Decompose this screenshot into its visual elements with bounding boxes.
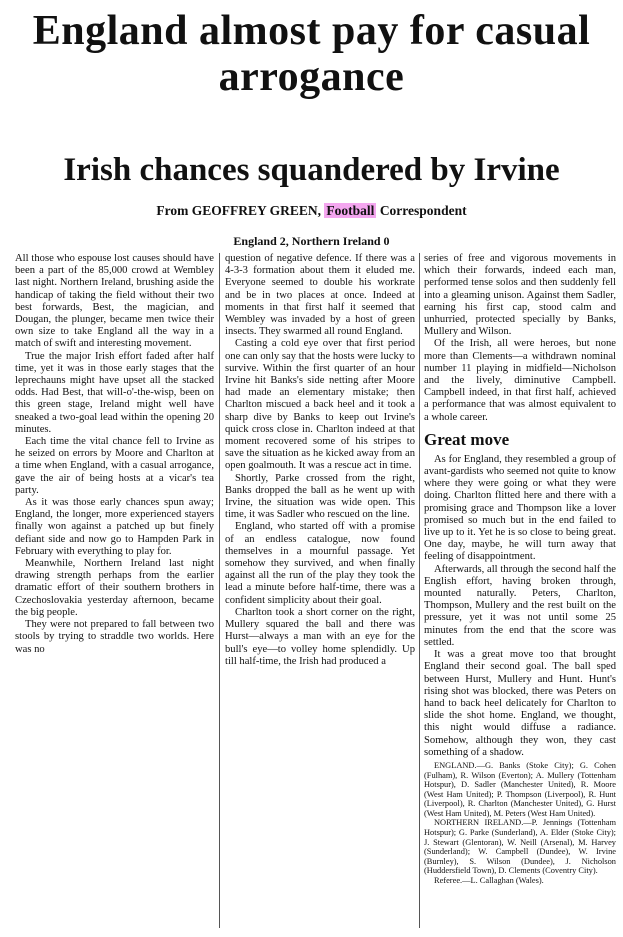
paragraph: series of free and vigorous movements in which their forwards, indeed each man, performed tense solos and then suddenly fell into a gleaming unison. Against them Sadler, earning his first cap, stood calm and unhurried, protected specially by Banks, Mullery and Wilson. (424, 253, 616, 338)
paragraph: They were not prepared to fall between two stools by trying to straddle two worlds. Here was no (15, 619, 214, 655)
paragraph: question of negative defence. If there was a 4-3-3 formation about them it eluded me. Everyone seemed to double his workrate and be in two places at once. Indeed at moments in that first half it seemed that Wembley was invaded by a host of green insects. They swarmed all round England. (225, 253, 415, 338)
subheadline: Irish chances squandered by Irvine (63, 152, 560, 188)
article-column-1 (15, 253, 214, 656)
byline-prefix: From GEOFFREY GREEN, (156, 203, 322, 218)
byline-suffix: Correspondent (379, 203, 467, 218)
article-column-3 (424, 253, 616, 886)
paragraph: Casting a cold eye over that first period one can only say that the hosts were lucky to survive. Within the first quarter of an hour Irvine hit Banks's side netting after Moore had made an elementary mistake; then Charlton miscued a back heel and it took a sharp dive by Banks to keep out Irvine's quick cross close in. Charlton indeed at that moment recovered some of his stripes to save the situation as he kicked away from an open goalmouth. It was a rescue act in time. (225, 338, 415, 472)
section-heading: Great move (424, 429, 510, 449)
paragraph: England, who started off with a promise of an endless catalogue, now found themselves in a mournful passage. Yet somehow they survived, and when finally against all the run of the play they took the lead a minute before half-time, there was a confident simplicity about their goal. (225, 521, 415, 606)
paragraph: As it was those early chances spun away; England, the longer, more experienced stayers finally won against a patched up but finely defiant side and now go to Hampden Park in February with everything to play for. (15, 497, 214, 557)
column-rule (219, 253, 220, 928)
article-column-2 (225, 253, 415, 668)
team-lineup-northern-ireland: NORTHERN IRELAND.—P. Jennings (Tottenham Hotspur); G. Parke (Sunderland), A. Elder (Stoke City); J. Stewart (Glentoran), W. Neill (Arsenal), M. Harvey (Sunderland); W. Campbell (Dundee), W. Irvine (Burnley), S. Wilson (Dundee), J. Nicholson (Huddersfield Town), D. Clements (Coventry City). (424, 818, 616, 876)
referee-line: Referee.—L. Callaghan (Wales). (434, 876, 544, 886)
column-rule (419, 253, 420, 928)
team-lineups (424, 761, 616, 886)
byline-highlight: Football (326, 203, 375, 218)
byline (0, 203, 623, 219)
paragraph: Charlton took a short corner on the right, Mullery squared the ball and there was Hurst—always a man with an eye for the bull's eye—to volley home splendidly. Up till half-time, the Irish had produced a (225, 606, 415, 667)
paragraph: True the major Irish effort faded after half time, yet it was in those early stages that the leprechauns might have upset all the stacked odds. Had Best, that will-o'-the-wisp, been on this green stage, Ireland might well have sneaked a two-goal lead within the opening 20 minutes. (15, 350, 214, 435)
paragraph: All those who espouse lost causes should have been a part of the 85,000 crowd at Wembley last night. Northern Ireland, brushing aside the handicap of taking the field without their two best forwards, Best, the magician, and Dougan, the plunger, became men twice their own size to take England all the way in a match of swift and interesting movement. (15, 253, 214, 350)
paragraph: As for England, they resembled a group of avant-gardists who seemed not quite to know where they were going or what they were doing. Charlton flitted here and there with a promising grace and Thompson like a lover promised so much but in the end failed to live up to it. Yet he is so close to being great. One day, maybe, he will turn away that feeling of disappointment. (424, 453, 616, 563)
headline: England almost pay for casual arrogance (32, 8, 591, 100)
paragraph: Each time the vital chance fell to Irvine as he seized on errors by Moore and Charlton at a time when England, with a casual arrogance, gave the air of being hosts at a vicar's tea party. (15, 436, 214, 496)
scoreline: England 2, Northern Ireland 0 (233, 234, 390, 248)
paragraph: Shortly, Parke crossed from the right, Banks dropped the ball as he went up with Irvine, the situation was wide open. This time, it was Sadler who rescued on the line. (225, 472, 415, 521)
team-lineup-england: ENGLAND.—G. Banks (Stoke City); G. Cohen (Fulham), R. Wilson (Everton); A. Mullery (Tottenham Hotspur), D. Sadler (Manchester United), R. Moore (West Ham United); P. Thompson (Liverpool), R. Hunt (Liverpool), R. Charlton (Manchester United), G. Hurst (West Ham United), M. Peters (West Ham United). (424, 760, 616, 818)
paragraph: It was a great move too that brought England their second goal. The ball sped between Hurst, Mullery and Hunt. Hunt's rising shot was blocked, there was Peters on hand to back heel delicately for Charlton to slide the shot home. England, we thought, this night would diffuse a radiance. Somehow, although they won, they cast something of a shadow. (424, 649, 616, 758)
paragraph: Of the Irish, all were heroes, but none more than Clements—a withdrawn nominal number 11 playing in midfield—Nicholson and the lively, diminutive Campbell. Campbell indeed, in that first half, achieved a performance that was almost equivalent to a whole career. (424, 338, 616, 423)
paragraph: Afterwards, all through the second half the English effort, having broken through, mounted naturally. Peters, Charlton, Thompson, Mullery and the rest built on the pressure, yet it was not until some 25 minutes from the end that the score was settled. (424, 563, 616, 648)
paragraph: Meanwhile, Northern Ireland last night drawing strength perhaps from the earlier dramatic effort of their southern brothers in Czechoslovakia yesterday afternoon, became the big people. (15, 558, 214, 618)
